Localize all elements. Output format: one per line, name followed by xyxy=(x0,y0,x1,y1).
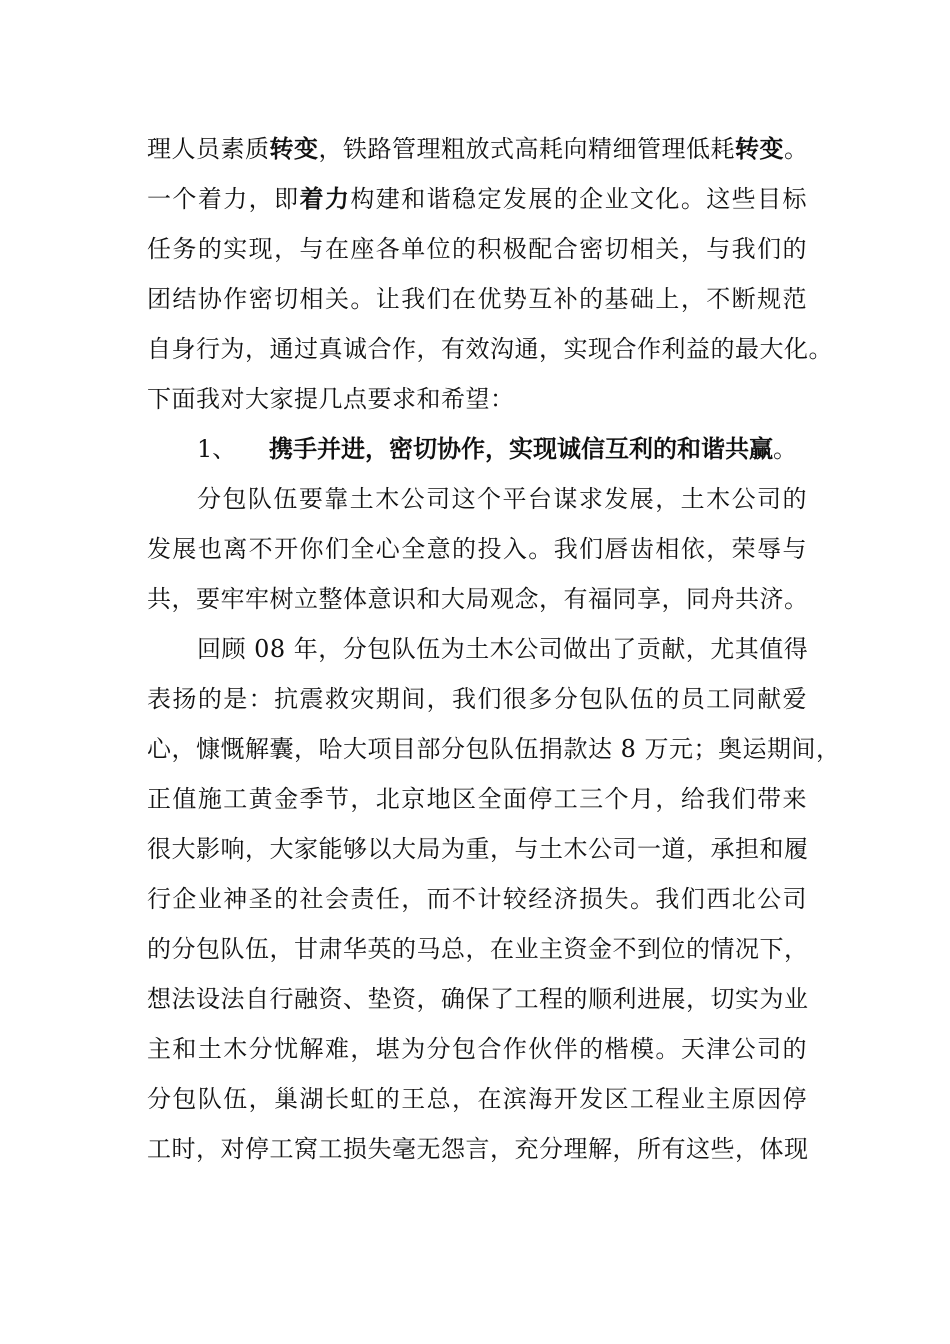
paragraph-line: 很大影响，大家能够以大局为重，与土木公司一道，承担和履 xyxy=(147,835,809,863)
bold-text-run: 着力 xyxy=(299,185,351,213)
paragraph-line: 共，要牢牢树立整体意识和大局观念，有福同享，同舟共济。 xyxy=(147,585,809,613)
paragraph-line: 想法设法自行融资、垫资，确保了工程的顺利进展，切实为业 xyxy=(147,985,809,1013)
paragraph-line: 回顾 08 年，分包队伍为土木公司做出了贡献，尤其值得 xyxy=(197,635,809,663)
paragraph-line: 心，慷慨解囊，哈大项目部分包队伍捐款达 8 万元；奥运期间， xyxy=(147,735,841,763)
document-body xyxy=(147,124,841,1174)
heading-number: 1、 xyxy=(197,435,237,463)
text-run: ，铁路管理粗放式高耗向精细管理低耗 xyxy=(318,135,735,163)
paragraph-line: 的分包队伍，甘肃华英的马总，在业主资金不到位的情况下， xyxy=(147,935,809,963)
text-run: 理人员素质 xyxy=(147,135,270,163)
paragraph-line: 分包队伍，巢湖长虹的王总，在滨海开发区工程业主原因停 xyxy=(147,1085,807,1113)
paragraph-line: 正值施工黄金季节，北京地区全面停工三个月，给我们带来 xyxy=(147,785,807,813)
bold-text-run: 转变 xyxy=(269,135,319,163)
paragraph-line: 自身行为，通过真诚合作，有效沟通，实现合作利益的最大化。 xyxy=(147,335,833,363)
text-run: 构建和谐稳定发展的企业文化。这些目标 xyxy=(350,185,808,213)
paragraph-line: 任务的实现，与在座各单位的积极配合密切相关，与我们的 xyxy=(147,235,807,263)
bold-text-run: 转变 xyxy=(735,135,784,163)
paragraph-line: 分包队伍要靠土木公司这个平台谋求发展，土木公司的 xyxy=(197,485,807,513)
paragraph-line: 团结协作密切相关。让我们在优势互补的基础上，不断规范 xyxy=(147,285,807,313)
paragraph-line: 行企业神圣的社会责任，而不计较经济损失。我们西北公司 xyxy=(147,885,807,913)
paragraph-line xyxy=(147,124,807,174)
section-heading xyxy=(147,424,807,474)
paragraph-line: 工时，对停工窝工损失毫无怨言，充分理解，所有这些，体现 xyxy=(147,1135,809,1163)
paragraph-line: 发展也离不开你们全心全意的投入。我们唇齿相依，荣辱与 xyxy=(147,535,807,563)
heading-text: 携手并进，密切协作，实现诚信互利的和谐共赢 xyxy=(269,435,773,463)
paragraph-line xyxy=(147,174,807,224)
paragraph-line: 主和土木分忧解难，堪为分包合作伙伴的楷模。天津公司的 xyxy=(147,1035,807,1063)
paragraph-line: 下面我对大家提几点要求和希望： xyxy=(147,385,515,413)
text-run: 。 xyxy=(784,135,809,163)
text-run: 一个着力，即 xyxy=(147,185,300,213)
paragraph-line: 表扬的是：抗震救灾期间，我们很多分包队伍的员工同献爱 xyxy=(147,685,807,713)
heading-tail: 。 xyxy=(773,435,797,463)
